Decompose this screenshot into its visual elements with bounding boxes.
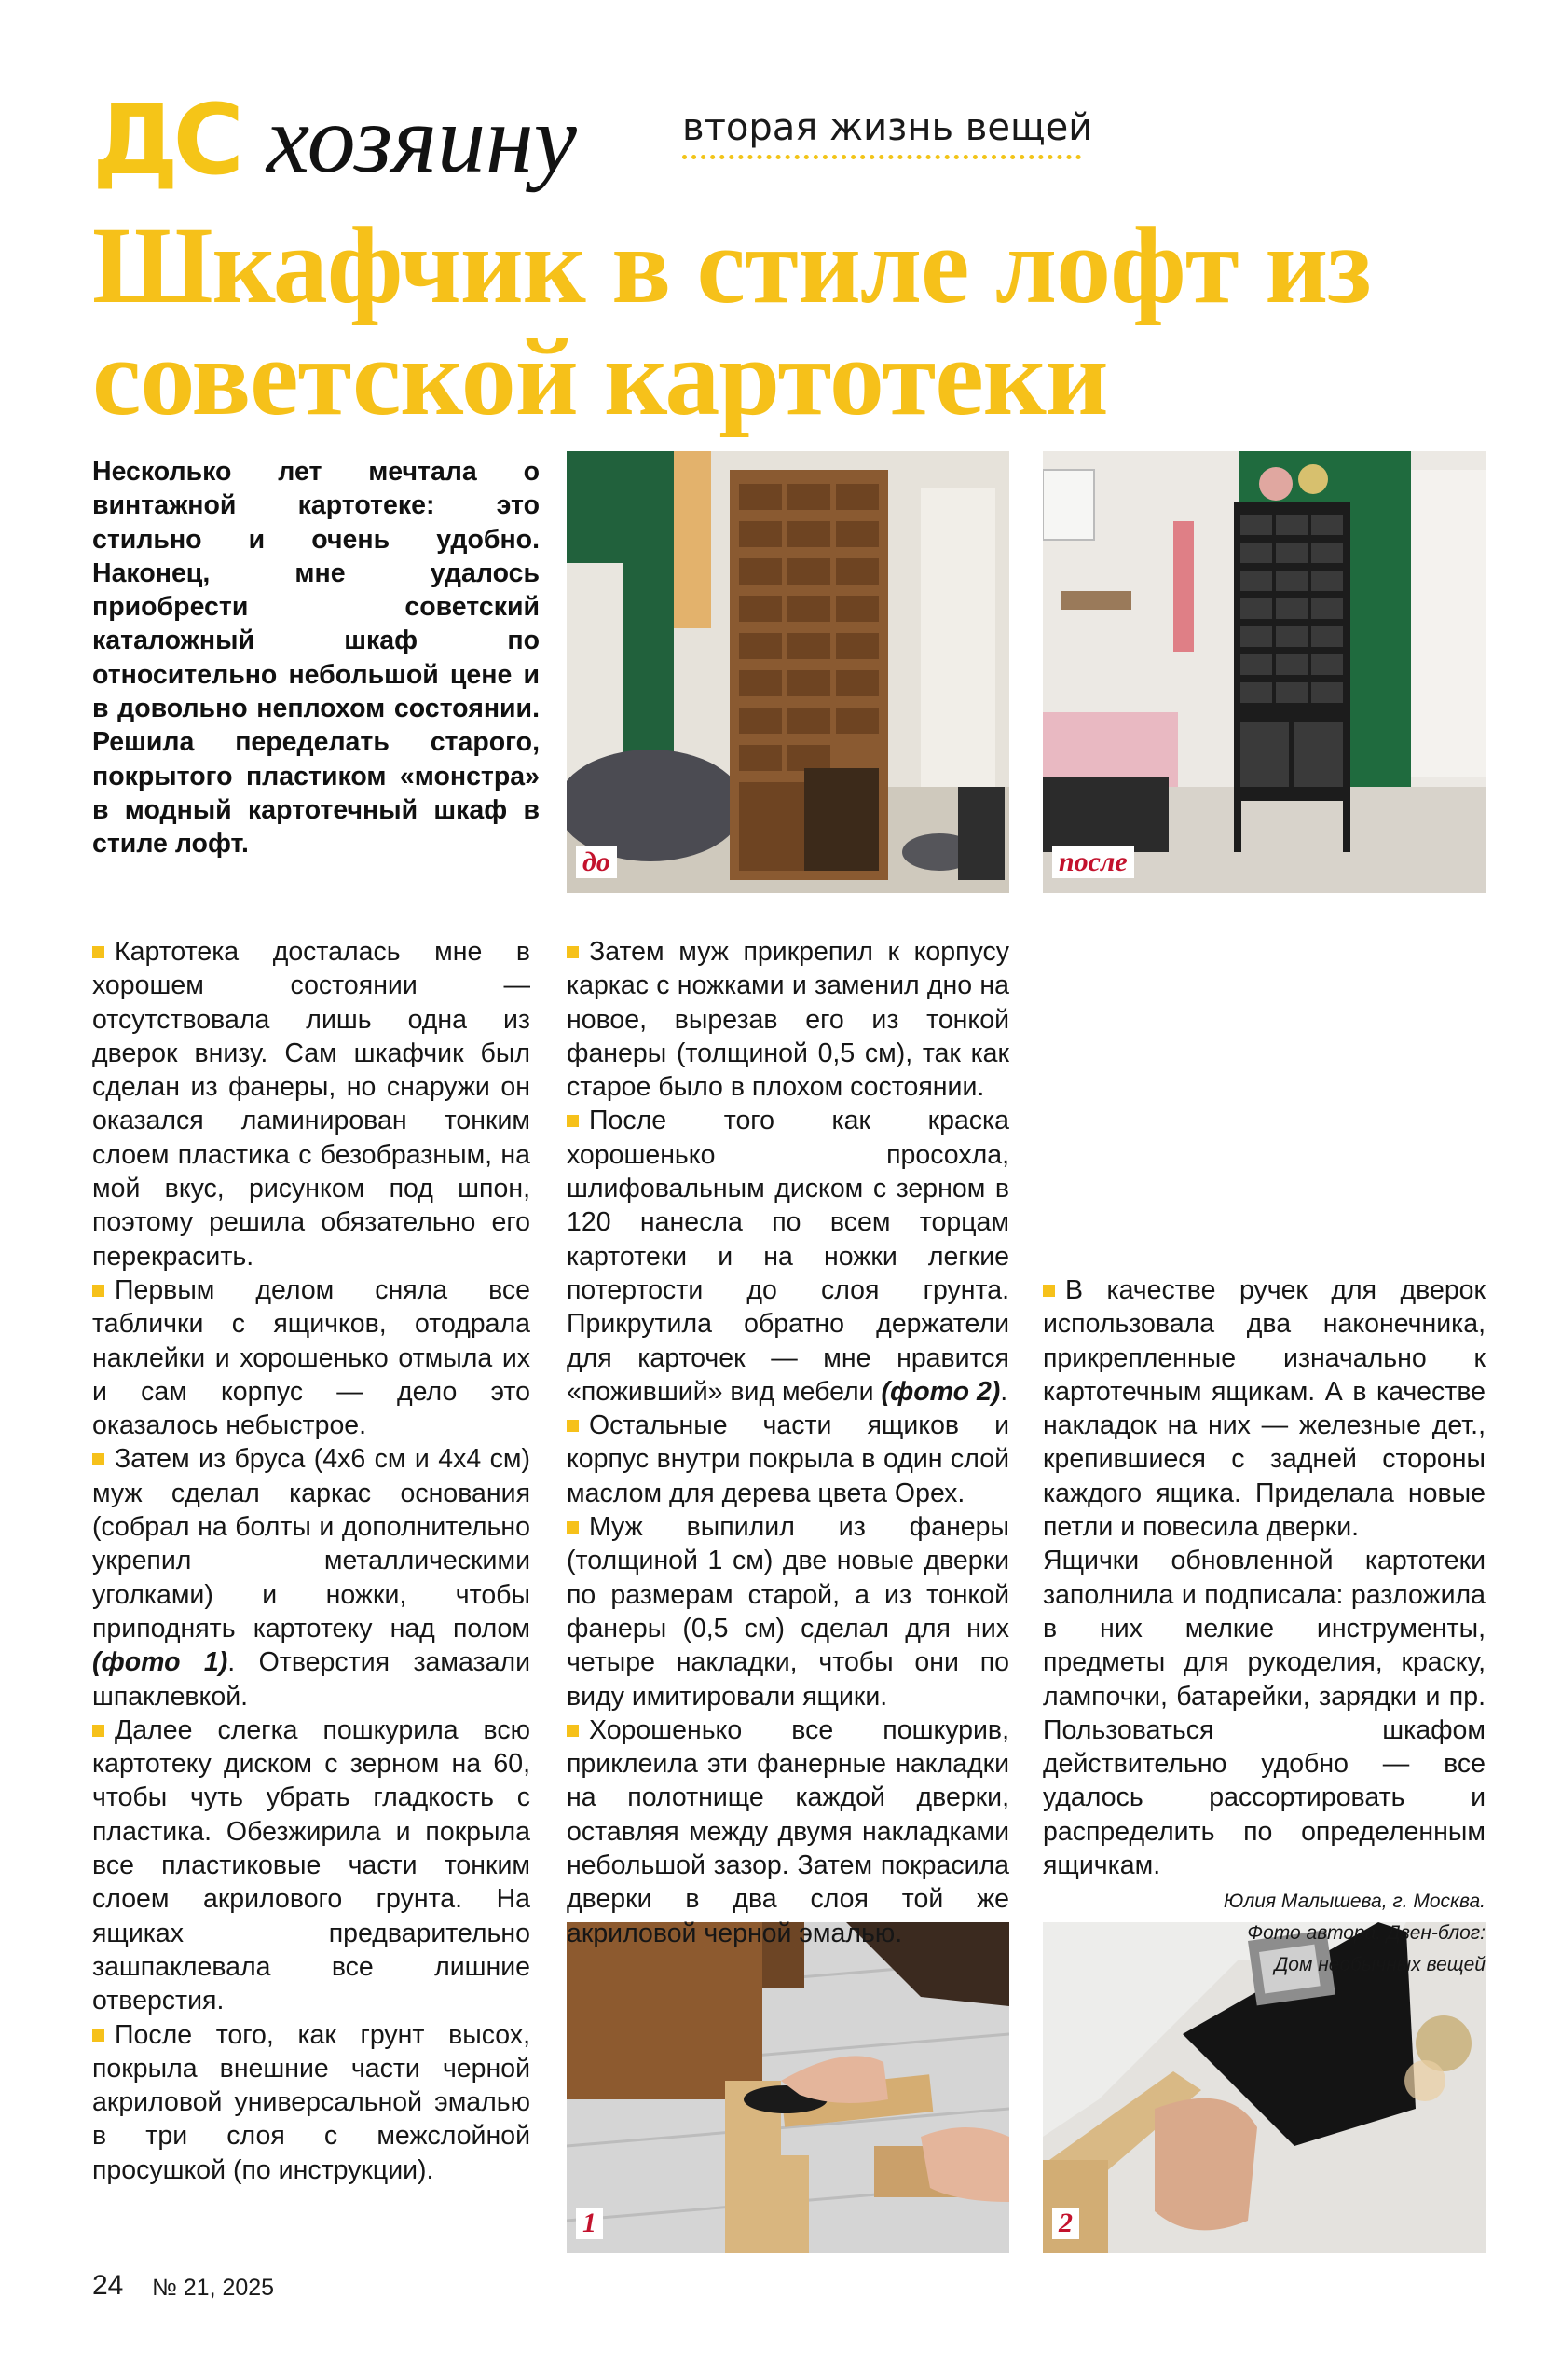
rubric-underline <box>682 155 1081 159</box>
photo-before-image <box>567 451 1009 893</box>
bullet-marker <box>92 2029 104 2042</box>
text-column-3 <box>1043 1273 1486 1981</box>
article-headline: Шкафчик в стиле лофт из советской картотеки <box>92 204 1371 438</box>
paragraph-text: Остальные части ящиков и корпус внутри покрыла в один слой маслом для дерева цвета Орех. <box>567 1410 1009 1508</box>
paragraph-text: . <box>1000 1376 1008 1407</box>
photo-before <box>567 451 1009 893</box>
photo-1 <box>567 1922 1009 2253</box>
paragraph <box>567 1409 1009 1510</box>
paragraph <box>567 1713 1009 1950</box>
bullet-marker <box>567 1420 579 1432</box>
page-number: 24 <box>92 2270 124 2301</box>
photo-reference: (фото 1) <box>92 1647 228 1678</box>
article-lead: Несколько лет мечтала о винтажной картотеке: это стильно и очень удобно. Наконец, мне удалось приобрести советский каталожный шкаф по относительно небольшой цене и в довольно неплохом состоянии. Решила переделать старого, покрытого пластиком «монстра» в модный картотечный шкаф в стиле лофт. <box>92 457 540 860</box>
paragraph <box>92 2018 530 2187</box>
paragraph <box>1043 1273 1486 1544</box>
paragraph <box>567 935 1009 1104</box>
text-column-2 <box>567 935 1009 1950</box>
photo-after-image <box>1043 451 1486 893</box>
bullet-marker <box>567 1115 579 1127</box>
paragraph-text: Затем из бруса (4х6 см и 4х4 см) муж сделал каркас основания (собрал на болты и дополнительно укрепил металлическими уголками) и ножки, чтобы приподнять картотеку над полом <box>92 1444 530 1644</box>
photo-credit: Фото автора. Дзен-блог: <box>1247 1922 1486 1945</box>
paragraph-text: . Отверстия замазали шпаклевкой. <box>92 1647 530 1712</box>
bullet-marker <box>567 1725 579 1737</box>
bullet-marker <box>92 1285 104 1297</box>
paragraph-text: После того как краска хорошенько просохла, шлифовальным диском с зерном в 120 нанесла по всем торцам картотеки и на ножки легкие потертости до слоя грунта. Прикрутила обратно держатели для карточек — мне нравится «поживший» вид мебели <box>567 1106 1009 1407</box>
bullet-marker <box>567 946 579 958</box>
paragraph-text: После того, как грунт высох, покрыла внешние части черной акриловой универсальной эмалью в три слоя с межслойной просушкой (по инструкции). <box>92 2019 530 2185</box>
paragraph <box>567 1104 1009 1409</box>
paragraph <box>92 935 530 1273</box>
paragraph-text: В качестве ручек для дверок использовала два наконечника, прикрепленные изначально к картотечным ящикам. А в качестве накладок на них — железные дет., крепившиеся с задней стороны каждого ящика. Приделала новые петли и повесила дверки. <box>1043 1275 1486 1543</box>
bullet-marker <box>92 1725 104 1737</box>
bullet-marker <box>92 1453 104 1465</box>
text-column-1 <box>92 935 530 2187</box>
paragraph-text: Хорошенько все пошкурив, приклеила эти фанерные накладки на полотнище каждой дверки, оставляя между двумя накладками небольшой зазор. Затем покрасила дверки в два слоя той же акриловой черной эмалью. <box>567 1714 1009 1948</box>
bullet-marker <box>92 946 104 958</box>
bullet-marker <box>1043 1285 1055 1297</box>
issue-number: № 21, 2025 <box>152 2275 275 2301</box>
paragraph-text: Далее слегка пошкурила всю картотеку диском с зерном на 60, чтобы чуть убрать гладкость с пластика. Обезжирила и покрыла все пластиковые части тонким слоем акрилового грунта. На ящиках предварительно зашпаклевала все лишние отверстия. <box>92 1714 530 2016</box>
paragraph <box>1043 1544 1486 1882</box>
paragraph <box>92 1713 530 2018</box>
photo-1-label: 1 <box>576 2208 603 2239</box>
rubric-title: хозяину <box>267 86 577 193</box>
paragraph <box>567 1510 1009 1713</box>
paragraph-text: Затем муж прикрепил к корпусу каркас с ножками и заменил дно на новое, вырезав его из тонкой фанеры (толщиной 0,5 см), так как старое было в плохом состоянии. <box>567 937 1009 1103</box>
rubric-subtitle: вторая жизнь вещей <box>682 106 1093 149</box>
photo-reference: (фото 2) <box>881 1376 1001 1407</box>
blog-name: Дом необычных вещей <box>1274 1954 1486 1976</box>
paragraph-text: Картотека досталась мне в хорошем состоянии — отсутствовала лишь одна из дверок внизу. Сам шкафчик был сделан из фанеры, но снаружи он оказался ламинирован тонким слоем пластика с безобразным, на мой вкус, рисунком под шпон, поэтому решила обязательно его перекрасить. <box>92 937 530 1272</box>
author-name: Юлия Малышева, г. Москва. <box>1223 1891 1486 1913</box>
author-signature <box>1043 1886 1486 1981</box>
paragraph <box>92 1273 530 1442</box>
photo-before-label: до <box>576 846 617 878</box>
paragraph-text: Ящички обновленной картотеки заполнила и подписала: разложила в них мелкие инструменты, предметы для рукоделия, краску, лампочки, батарейки, зарядки и пр. Пользоваться шкафом действительно удобно — все удалось рассортировать и распределить по определенным ящичкам. <box>1043 1546 1486 1881</box>
photo-1-image <box>567 1922 1009 2253</box>
photo-2-label: 2 <box>1052 2208 1079 2239</box>
brand-logo: ДС <box>92 83 239 197</box>
paragraph <box>92 1442 530 1713</box>
paragraph-text: Муж выпилил из фанеры (толщиной 1 см) две новые дверки по размерам старой, а из тонкой фанеры (0,5 см) сделал для них четыре накладки, чтобы они по виду имитировали ящики. <box>567 1512 1009 1712</box>
photo-after <box>1043 451 1486 893</box>
paragraph-text: Первым делом сняла все таблички с ящичков, отодрала наклейки и хорошенько отмыла их и сам корпус — дело это оказалось небыстрое. <box>92 1274 530 1441</box>
bullet-marker <box>567 1521 579 1534</box>
photo-after-label: после <box>1052 846 1134 878</box>
